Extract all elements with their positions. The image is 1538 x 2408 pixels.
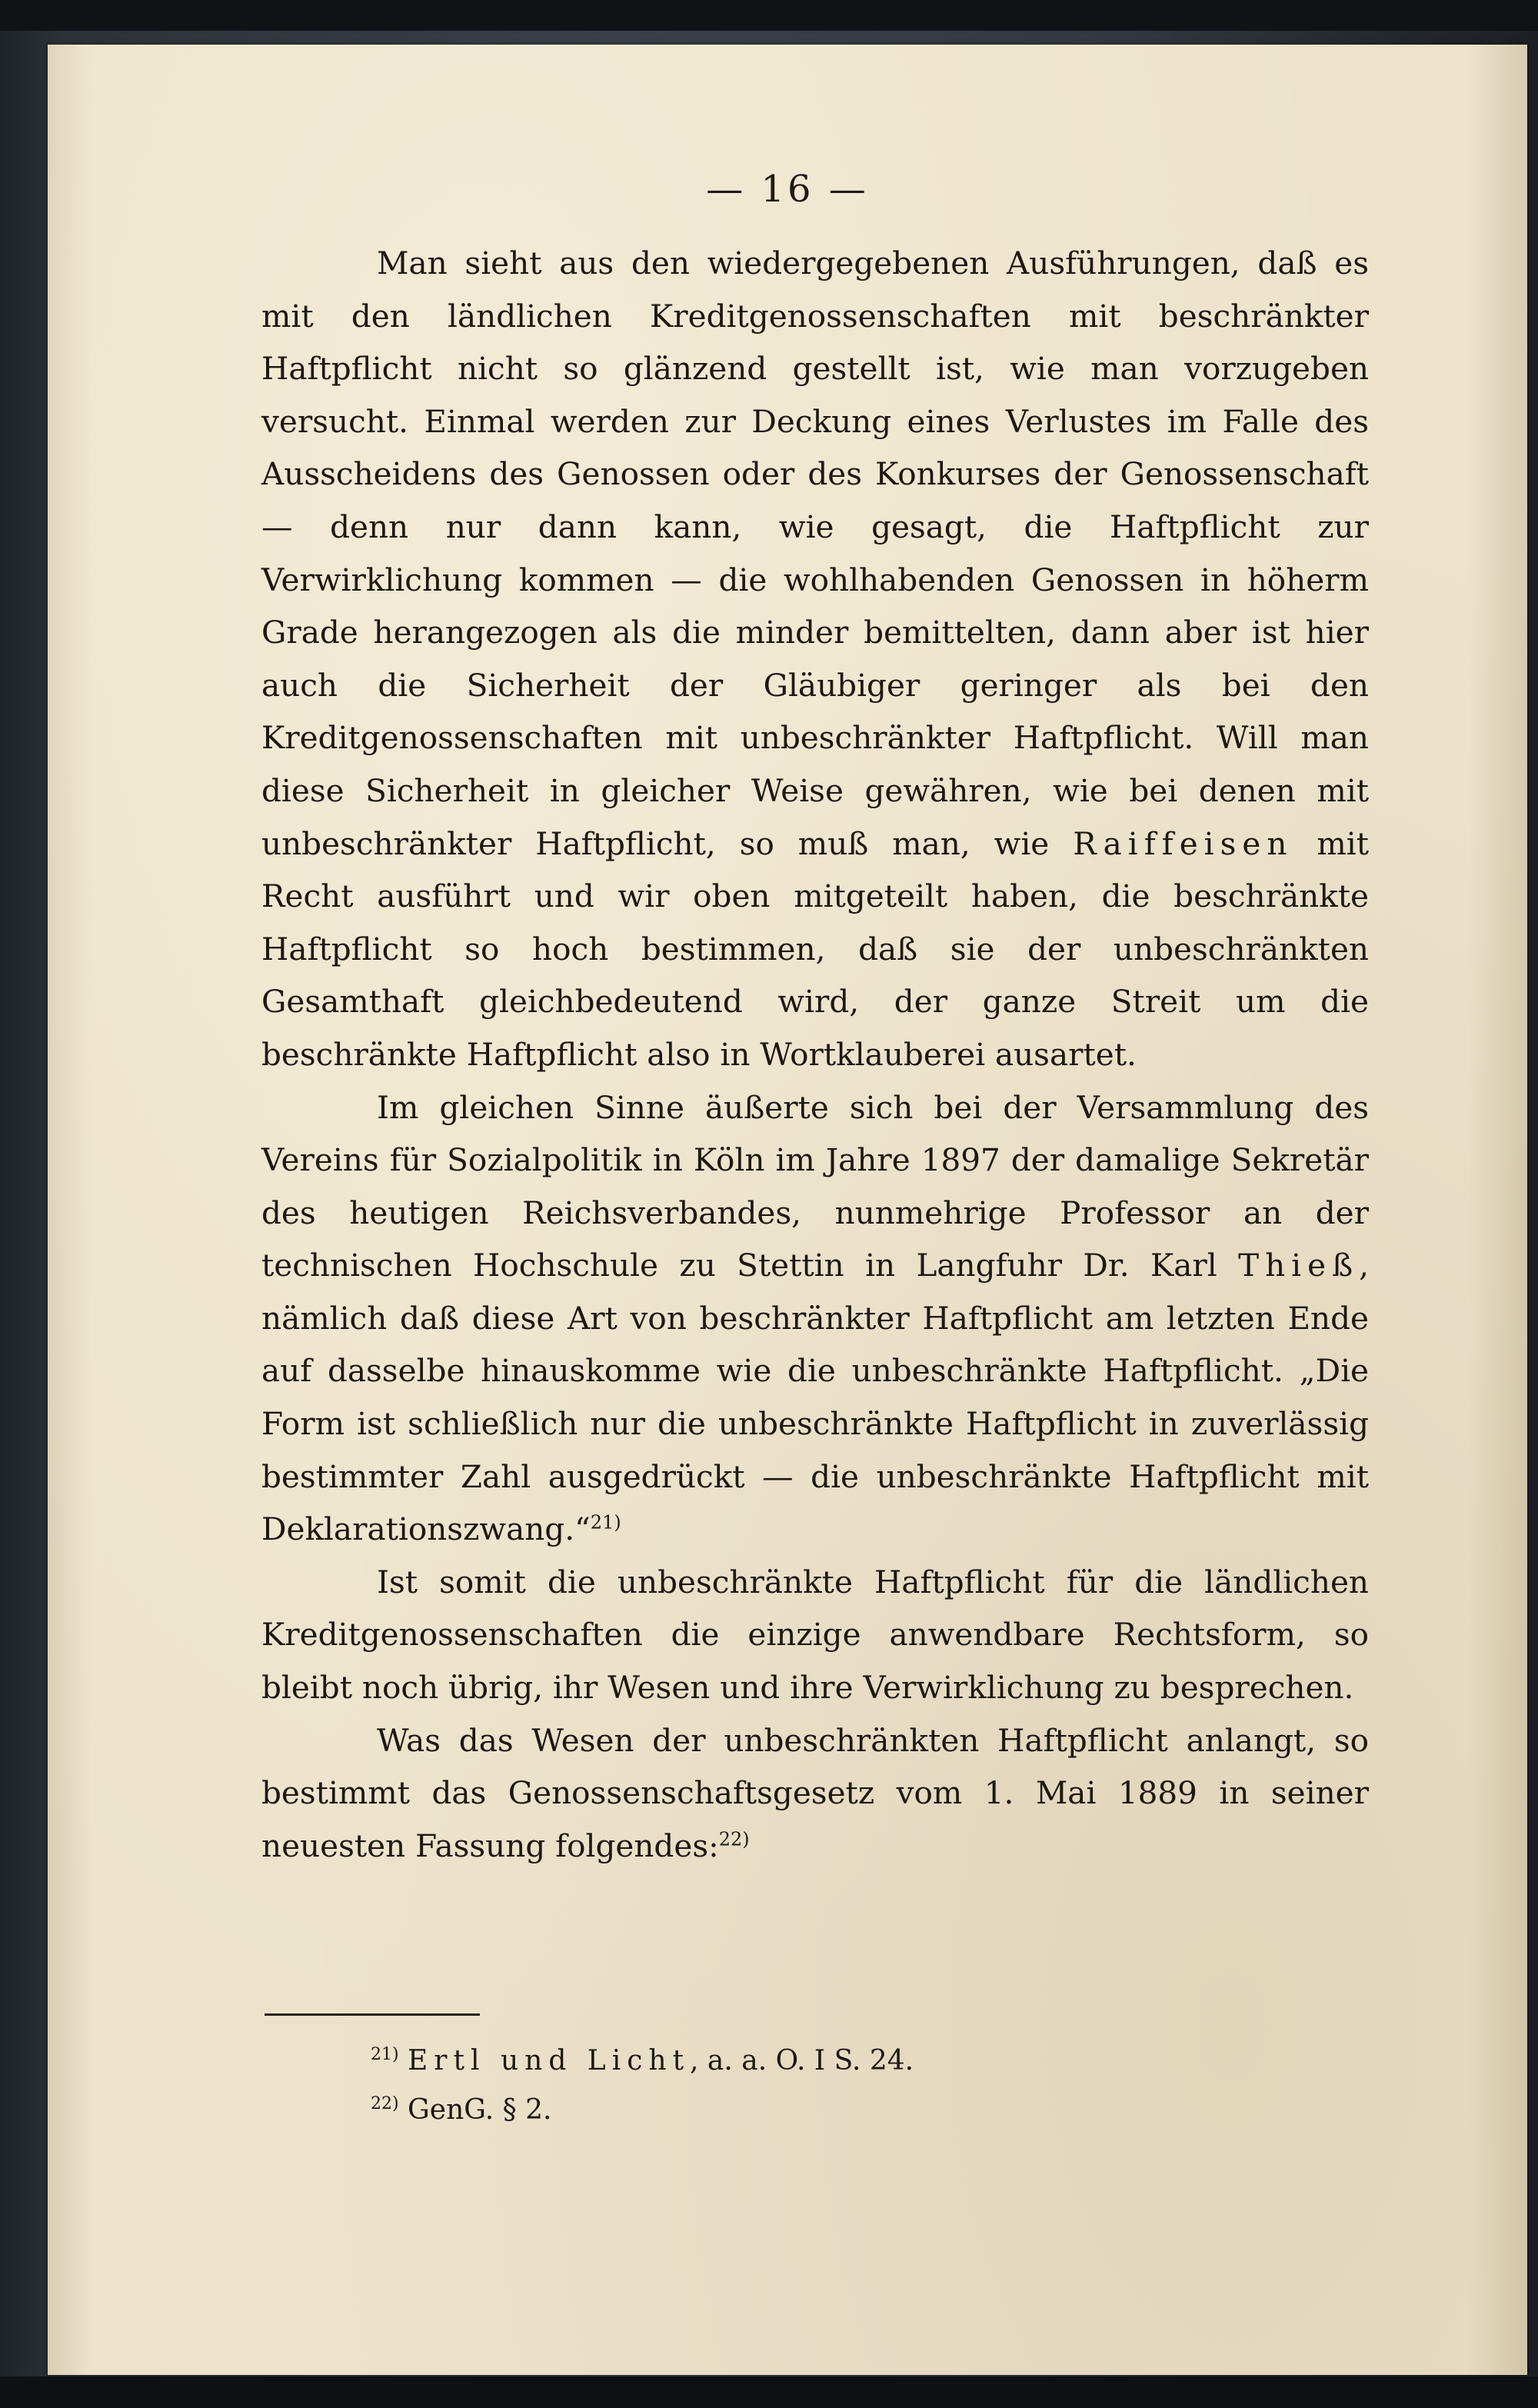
paragraph-1 bbox=[261, 237, 1369, 1081]
name-thiess: Thieß bbox=[1238, 1247, 1360, 1284]
page-number: — 16 — bbox=[706, 168, 869, 211]
footnote-21-mark: 21) bbox=[371, 2045, 399, 2064]
footnote-ref-21: 21) bbox=[590, 1511, 621, 1534]
book-page bbox=[48, 45, 1527, 2375]
footnote-ref-22: 22) bbox=[718, 1828, 750, 1850]
body-text bbox=[261, 237, 1369, 1872]
scan-edge-bottom bbox=[0, 2376, 1538, 2408]
footnotes bbox=[371, 2037, 1293, 2135]
paragraph-1-text: Man sieht aus den wiedergegebenen Ausführungen, daß es mit den ländlichen Kreditgenossenschaften mit beschränkter Haftpflicht nicht so glänzend gestellt ist, wie man vorzugeben versucht. Einmal werden zur Deckung eines Verlustes im Falle des Ausscheidens des Genossen oder des Konkurses der Genossenschaft — denn nur dann kann, wie gesagt, die Haftpflicht zur Verwirklichung kommen — die wohlhabenden Genossen in höherm Grade herangezogen als die minder bemittelten, dann aber ist hier auch die Sicherheit der Gläubiger geringer als bei den Kreditgenossenschaften mit unbeschränkter Haftpflicht. Will man diese Sicherheit in gleicher Weise gewähren, wie bei denen mit unbeschränkter Haftpflicht, so muß man, wie bbox=[261, 245, 1369, 862]
name-raiffeisen: Raiffeisen bbox=[1073, 824, 1293, 862]
footnote-divider bbox=[265, 2013, 480, 2016]
paragraph-1-text-after: mit Recht ausführt und wir oben mitgeteilt haben, die beschränkte Haftpflicht so hoch bestimmen, daß sie der unbeschränkten Gesamthaft gleichbedeutend wird, der ganze Streit um die beschränkte Haftpflicht also in Wortklauberei ausartet. bbox=[261, 824, 1370, 1073]
footnote-21-text: , a. a. O. I S. 24. bbox=[690, 2045, 914, 2077]
footnote-22 bbox=[371, 2086, 1293, 2135]
footnote-21-authors: Ertl und Licht bbox=[408, 2045, 691, 2077]
paragraph-4 bbox=[261, 1714, 1369, 1873]
scan-edge-top bbox=[0, 0, 1538, 31]
paragraph-2 bbox=[261, 1081, 1369, 1556]
paragraph-2-text: Im gleichen Sinne äußerte sich bei der Versammlung des Vereins für Sozialpolitik in Köln im Jahre 1897 der damalige Sekretär des heutigen Reichsverbandes, nunmehrige Professor an der technischen Hochschule zu Stettin in Langfuhr Dr. Karl bbox=[261, 1088, 1369, 1284]
paragraph-3 bbox=[261, 1556, 1369, 1714]
paragraph-2-text-after: , nämlich daß diese Art von beschränkter Haftpflicht am letzten Ende auf dasselbe hinauskomme wie die unbeschränkte Haftpflicht. „Die Form ist schließlich nur die unbeschränkte Haftpflicht in zuverlässig bestimmter Zahl ausgedrückt — die unbeschränkte Haftpflicht mit Deklarationszwang.“ bbox=[261, 1247, 1370, 1548]
footnote-21 bbox=[371, 2037, 1293, 2086]
paragraph-4-text: Was das Wesen der unbeschränkten Haftpflicht anlangt, so bestimmt das Genossenschaftsgesetz vom 1. Mai 1889 in seiner neuesten Fassung folgendes: bbox=[261, 1721, 1369, 1864]
paragraph-3-text: Ist somit die unbeschränkte Haftpflicht für die ländlichen Kreditgenossenschaften die einzige anwendbare Rechtsform, so bleibt noch übrig, ihr Wesen und ihre Verwirklichung zu besprechen. bbox=[261, 1563, 1369, 1707]
footnote-22-text: GenG. § 2. bbox=[408, 2094, 552, 2126]
footnote-22-mark: 22) bbox=[371, 2094, 399, 2113]
